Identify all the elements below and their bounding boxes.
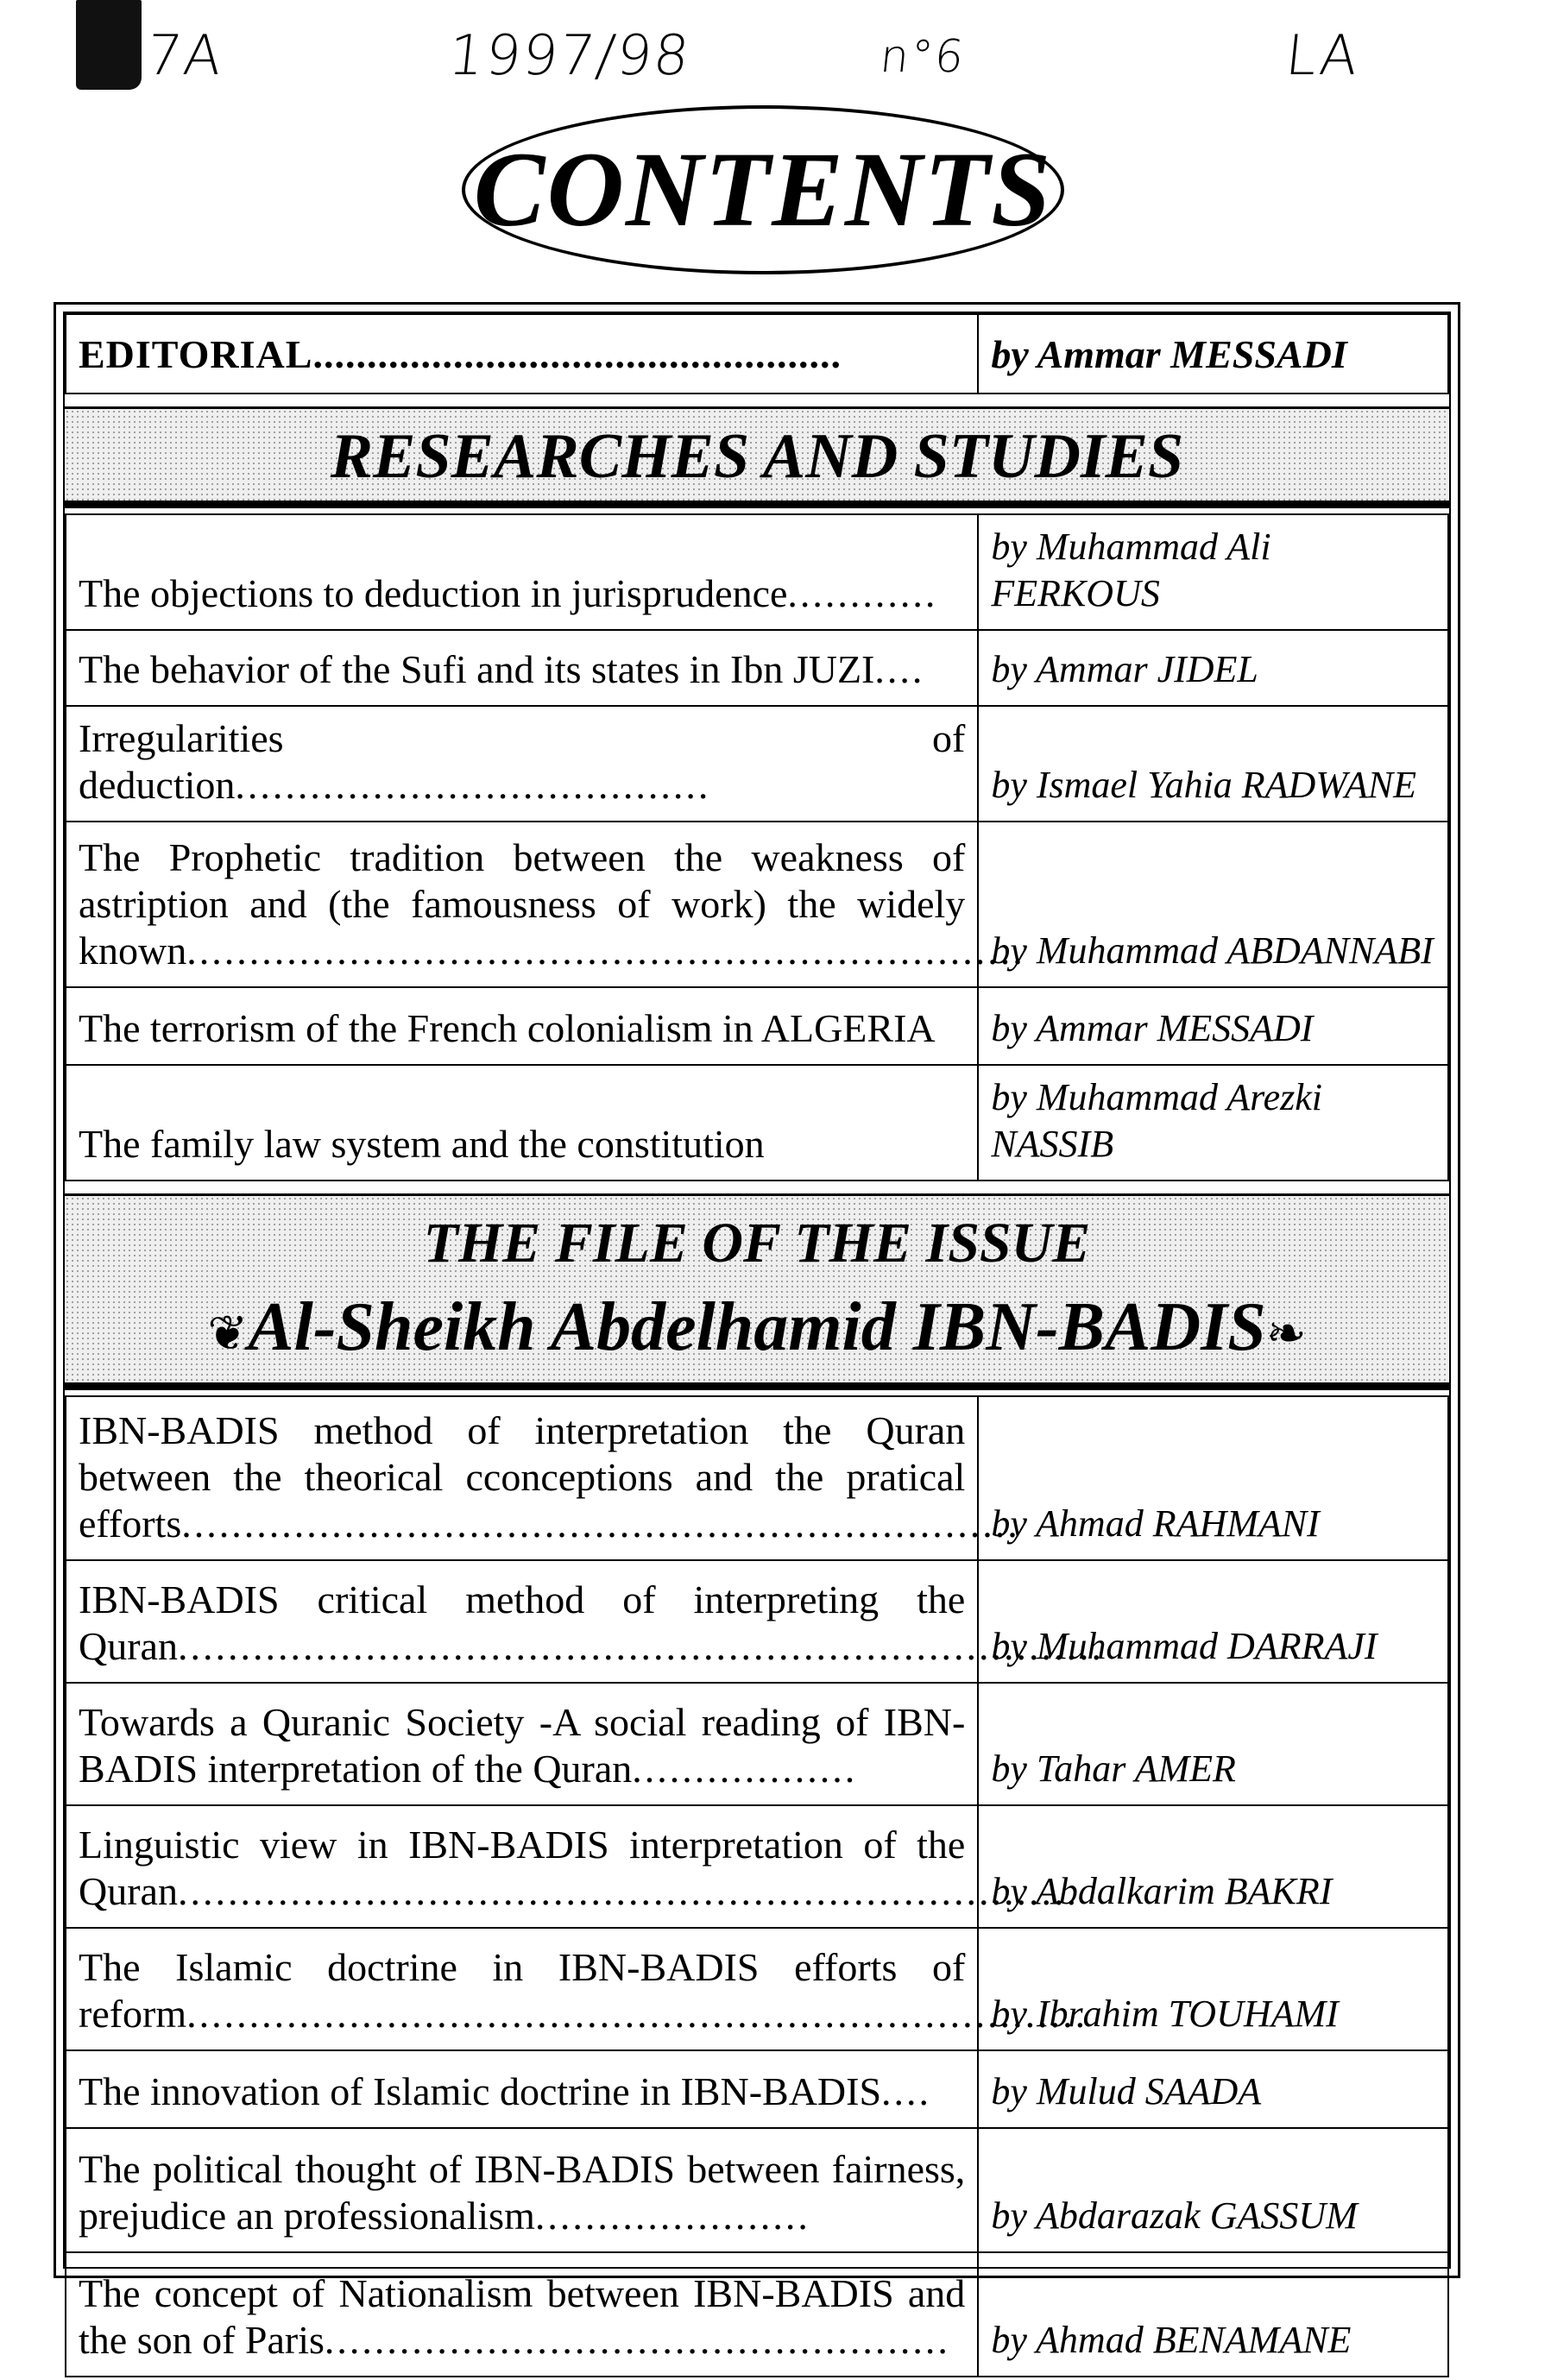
article-author-cell	[978, 2050, 1448, 2128]
article-author: by Abdarazak GASSUM	[991, 2194, 1358, 2237]
editorial-author: by Ammar MESSADI	[991, 331, 1347, 376]
contents-row	[66, 1560, 1448, 1683]
contents-row	[66, 1065, 1448, 1181]
section-heading-researches: RESEARCHES AND STUDIES	[330, 421, 1184, 492]
article-author: by Ibrahim TOUHAMI	[991, 1993, 1339, 2035]
leader-dots: ..................	[632, 1747, 858, 1791]
article-author: by Ammar MESSADI	[991, 1007, 1314, 1049]
contents-row	[66, 987, 1448, 1065]
flower-ornament-icon: ❧	[1265, 1307, 1307, 1361]
contents-row	[66, 822, 1448, 987]
article-title: The Islamic doctrine in IBN-BADIS efforts of reform	[79, 1945, 966, 2036]
article-title-cell	[66, 1065, 978, 1181]
section-banner-file-of-issue	[65, 1193, 1449, 1390]
article-title: The family law system and the constitution	[79, 1122, 765, 1166]
article-author-cell	[978, 706, 1448, 822]
section-banner-researches	[65, 406, 1449, 508]
article-author: by Mulud SAADA	[991, 2070, 1262, 2112]
article-author-cell	[978, 514, 1448, 630]
language-code: LA	[1283, 24, 1363, 88]
ibn-badis-heading-text: Al-Sheikh Abdelhamid IBN-BADIS	[248, 1289, 1266, 1365]
editorial-dots: .................................................	[312, 331, 842, 376]
article-author-cell	[978, 1805, 1448, 1928]
contents-row	[66, 514, 1448, 630]
article-author: by Tahar AMER	[991, 1747, 1236, 1790]
article-title-cell	[66, 2252, 978, 2377]
section-heading-file-of-issue: THE FILE OF THE ISSUE	[423, 1212, 1091, 1275]
contents-row	[66, 2050, 1448, 2128]
article-author: by Ahmad BENAMANE	[991, 2319, 1352, 2361]
article-author-cell	[978, 1683, 1448, 1805]
researches-table	[65, 513, 1449, 1181]
ink-blot	[76, 0, 142, 90]
article-author-cell	[978, 2128, 1448, 2252]
article-author-cell	[978, 822, 1448, 987]
article-author-cell	[978, 2252, 1448, 2377]
article-author: by Ammar JIDEL	[991, 648, 1258, 690]
leader-dots: ........................................................................	[186, 1992, 1088, 2036]
article-title: The political thought of IBN-BADIS between fairness, prejudice an professionalism	[79, 2147, 966, 2238]
article-author-cell	[978, 1928, 1448, 2050]
file-of-issue-table	[65, 1395, 1449, 2377]
contents-row	[66, 1805, 1448, 1928]
article-author: by Abdalkarim BAKRI	[991, 1870, 1333, 1912]
article-title: The Prophetic tradition between the weakness of astription and (the famousness of work) the widely known	[79, 835, 966, 973]
article-title-cell	[66, 1560, 1104, 1683]
article-title: IBN-BADIS critical method of interpreting the Quran	[79, 1577, 966, 1668]
article-author-cell	[978, 987, 1448, 1065]
article-author: by Muhammad ABDANNABI	[991, 929, 1434, 972]
article-title: Irregularities of deduction	[79, 716, 966, 807]
article-title: The terrorism of the French colonialism in ALGERIA	[79, 1006, 936, 1050]
leader-dots: ..........................................................................	[177, 1624, 1104, 1668]
article-title: Towards a Quranic Society -A social reading of IBN-BADIS interpretation of the Quran	[79, 1700, 966, 1791]
contents-row	[66, 1683, 1448, 1805]
article-title: IBN-BADIS method of interpretation the Quran between the theorical cconceptions and the pratical efforts	[79, 1408, 966, 1546]
editorial-row	[66, 314, 1448, 394]
article-title-cell	[66, 514, 978, 630]
editorial-table	[65, 313, 1449, 394]
leader-dots: ........................................................................	[177, 1869, 1079, 1913]
editorial-author-cell	[978, 314, 1448, 394]
issue-number: n°6	[877, 31, 968, 83]
article-title: The concept of Nationalism between IBN-BADIS and the son of Paris	[79, 2271, 966, 2362]
article-author-cell	[978, 1560, 1448, 1683]
contents-frame-inner	[63, 312, 1451, 2362]
article-author-cell	[978, 630, 1448, 706]
article-author: by Muhammad Arezki NASSIB	[991, 1076, 1323, 1165]
article-title-cell	[66, 987, 978, 1065]
leader-dots: ....	[874, 647, 925, 691]
leader-dots: ...................................................................	[186, 929, 1025, 973]
leader-dots: ..................................................	[324, 2318, 950, 2362]
flower-ornament-icon: ❦	[207, 1307, 249, 1361]
editorial-label: EDITORIAL	[79, 331, 313, 376]
contents-frame	[54, 302, 1460, 2362]
article-author-cell	[978, 1396, 1448, 1560]
contents-row	[66, 630, 1448, 706]
contents-title-oval	[462, 105, 1064, 274]
article-author: by Ahmad RAHMANI	[991, 1502, 1320, 1545]
article-title-cell	[66, 822, 1025, 987]
leader-dots: ............	[787, 571, 938, 615]
editorial-cell	[66, 314, 978, 394]
article-author-cell	[978, 1065, 1448, 1181]
leader-dots: ......................	[534, 2194, 810, 2238]
article-title-cell	[66, 1396, 1020, 1560]
contents-row	[66, 1928, 1448, 2050]
article-title-cell	[66, 630, 978, 706]
article-title: The behavior of the Sufi and its states in Ibn JUZI	[79, 647, 875, 691]
article-title-cell	[66, 1683, 978, 1805]
article-title-cell	[66, 2128, 978, 2252]
leader-dots: ......................................	[235, 763, 711, 807]
section-subheading-ibn-badis	[65, 1282, 1449, 1379]
article-author: by Ismael Yahia RADWANE	[991, 764, 1417, 806]
contents-title: CONTENTS	[473, 130, 1053, 249]
contents-row	[66, 2252, 1448, 2377]
contents-row	[66, 706, 1448, 822]
article-title-cell	[66, 2050, 978, 2128]
article-title-cell	[66, 1805, 1079, 1928]
contents-row	[66, 2128, 1448, 2252]
leader-dots: ...................................................................	[181, 1502, 1020, 1546]
article-author: by Muhammad Ali FERKOUS	[991, 526, 1271, 614]
leader-dots: ....	[881, 2069, 932, 2113]
article-title: The objections to deduction in jurisprudence	[79, 571, 788, 615]
archive-code: 7A	[143, 24, 227, 88]
article-title: The innovation of Islamic doctrine in IBN-BADIS	[79, 2069, 882, 2113]
article-title-cell	[66, 1928, 1088, 2050]
contents-row	[66, 1396, 1448, 1560]
article-title-cell	[66, 706, 978, 822]
volume-years: 1997/98	[445, 24, 694, 88]
article-author: by Muhammad DARRAJI	[991, 1625, 1378, 1667]
article-title: Linguistic view in IBN-BADIS interpretation of the Quran	[79, 1823, 966, 1913]
